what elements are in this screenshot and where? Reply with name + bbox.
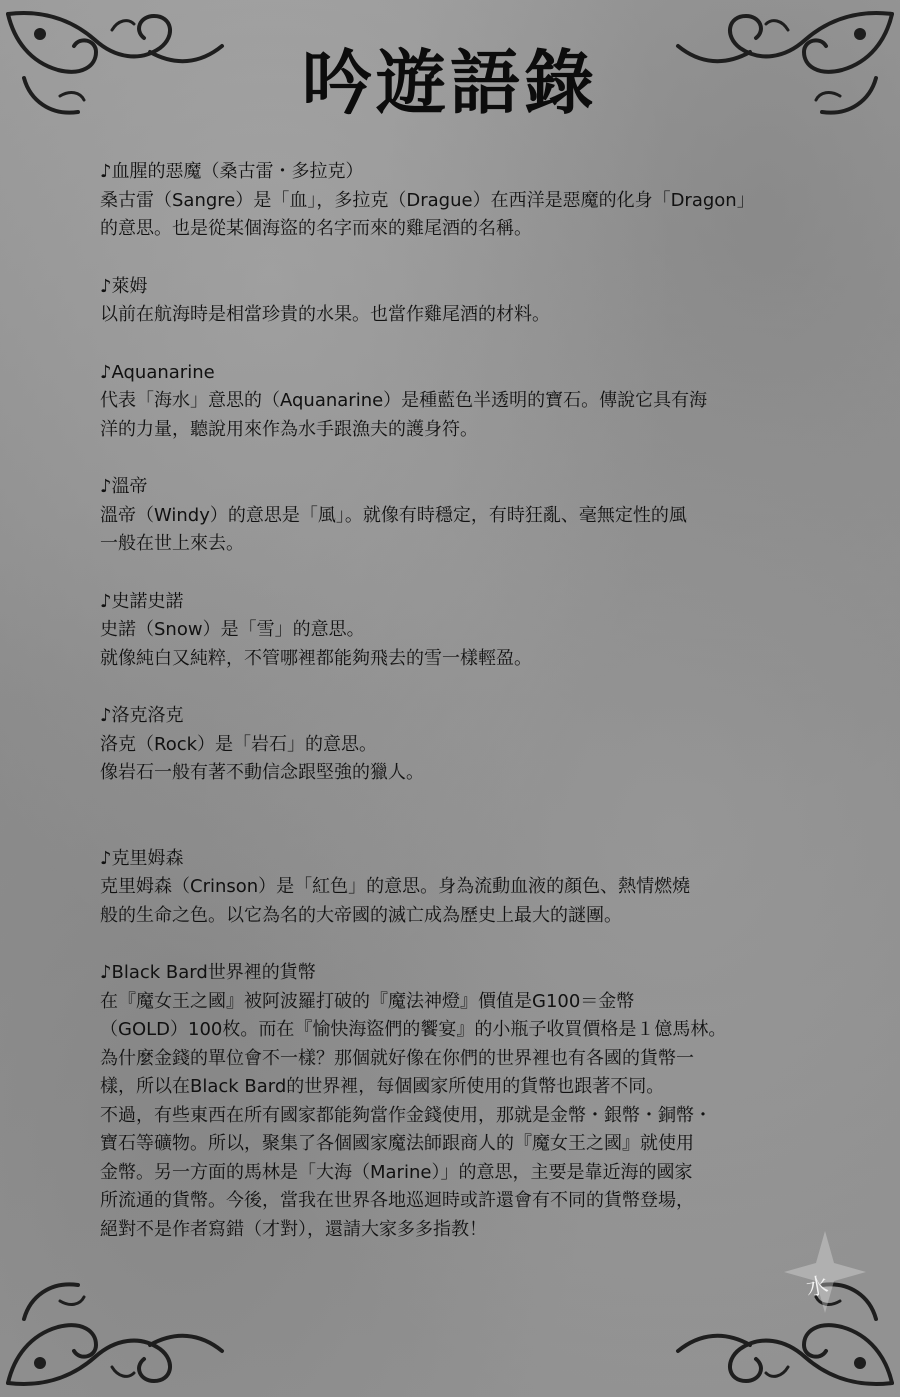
entry-line: 像岩石一般有著不動信念跟堅強的獵人。 (100, 762, 424, 783)
entry-line: 絕對不是作者寫錯（才對），還請大家多多指教！ (100, 1218, 487, 1240)
entry-heading: ♪萊姆 (100, 275, 148, 297)
entry-line: 史諾（Snow）是「雪」的意思。 (100, 619, 365, 640)
entry-line: 洛克（Rock）是「岩石」的意思。 (100, 733, 378, 755)
ornament-corner-bottom-left (0, 1267, 230, 1397)
glossary-entry (100, 273, 880, 330)
entry-line: 在『魔女王之國』被阿波羅打破的『魔法神燈』價值是G100＝金幣 (100, 990, 635, 1012)
flourish-icon (0, 1267, 230, 1397)
entry-line: 般的生命之色。以它為名的大帝國的滅亡成為歷史上最大的謎團。 (100, 904, 622, 926)
glossary-entry (100, 959, 880, 1244)
entry-heading: ♪史諾史諾 (100, 590, 184, 612)
entry-line: 以前在航海時是相當珍貴的水果。也當作雞尾酒的材料。 (100, 304, 550, 325)
entry-line: 樣，所以在Black Bard的世界裡，每個國家所使用的貨幣也跟著不同。 (100, 1076, 665, 1097)
entry-line: 桑古雷（Sangre）是「血」，多拉克（Drague）在西洋是惡魔的化身「Dragon」 (100, 189, 755, 211)
entry-line: 不過，有些東西在所有國家都能夠當作金錢使用，那就是金幣・銀幣・銅幣・ (100, 1104, 712, 1126)
page-title: 吟遊語錄 (302, 41, 598, 124)
entry-line: 洋的力量，聽說用來作為水手跟漁夫的護身符。 (100, 418, 478, 440)
entry-line: 的意思。也是從某個海盜的名字而來的雞尾酒的名稱。 (100, 218, 532, 239)
entry-heading: ♪溫帝 (100, 476, 148, 497)
entry-line: 溫帝（Windy）的意思是「風」。就像有時穩定，有時狂亂、毫無定性的風 (100, 504, 687, 526)
glossary-entry (100, 359, 880, 445)
glossary-entry (100, 702, 880, 788)
watermark-text: 水 (804, 1273, 831, 1302)
entry-line: 代表「海水」意思的（Aquanarine）是種藍色半透明的寶石。傳說它具有海 (100, 390, 708, 411)
glossary-entry (100, 158, 880, 244)
entry-line: 一般在世上來去。 (100, 533, 244, 554)
entry-heading: ♪Black Bard世界裡的貨幣 (100, 962, 316, 983)
glossary-entry (100, 845, 880, 931)
glossary-entry (100, 588, 880, 674)
entry-line: 就像純白又純粹，不管哪裡都能夠飛去的雪一樣輕盈。 (100, 647, 532, 669)
entry-line: 為什麼金錢的單位會不一樣？那個就好像在你們的世界裡也有各國的貨幣一 (100, 1047, 694, 1069)
entry-line: 克里姆森（Crinson）是「紅色」的意思。身為流動血液的顏色、熱情燃燒 (100, 876, 691, 897)
entry-heading: ♪洛克洛克 (100, 705, 184, 726)
entry-line: 所流通的貨幣。今後，當我在世界各地巡迴時或許還會有不同的貨幣登場， (100, 1190, 694, 1211)
entry-line: 寶石等礦物。所以，聚集了各個國家魔法師跟商人的『魔女王之國』就使用 (100, 1133, 694, 1154)
entry-heading: ♪Aquanarine (100, 361, 215, 383)
glossary-entry (100, 473, 880, 559)
glossary-content (100, 158, 880, 1244)
entry-heading: ♪血腥的惡魔（桑古雷・多拉克） (100, 161, 364, 182)
entry-line: 金幣。另一方面的馬林是「大海（Marine）」的意思，主要是靠近海的國家 (100, 1161, 693, 1183)
entry-line: （GOLD）100枚。而在『愉快海盜們的饗宴』的小瓶子收買價格是１億馬林。 (100, 1019, 727, 1040)
entry-heading: ♪克里姆森 (100, 847, 184, 869)
